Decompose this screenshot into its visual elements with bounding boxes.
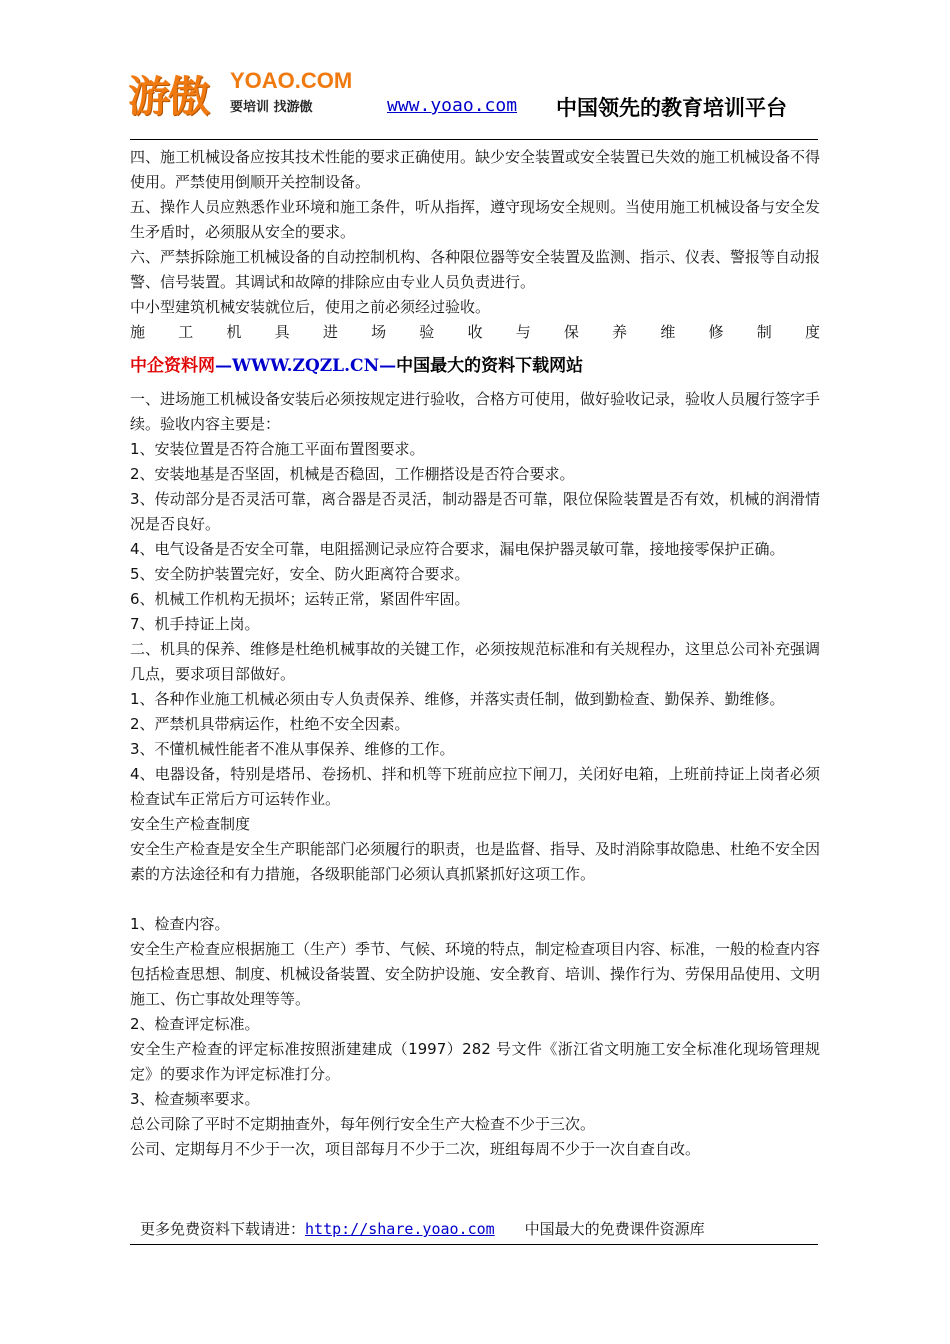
paragraph: 一、进场施工机械设备安装后必须按规定进行验收，合格方可使用，做好验收记录，验收人员履行签字手续。验收内容主要是：	[130, 390, 821, 433]
footer	[140, 1218, 820, 1239]
zqzl-banner[interactable]	[130, 345, 820, 387]
logo-english-text: YOAO.COM	[230, 68, 353, 93]
logo-slogan: 要培训 找游傲	[230, 100, 313, 115]
subheading: 安全生产检查制度	[130, 815, 251, 833]
paragraph: 公司、定期每月不少于一次，项目部每月不少于二次，班组每周不少于一次自查自改。	[130, 1140, 701, 1158]
paragraph: 四、施工机械设备应按其技术性能的要求正确使用。缺少安全装置或安全装置已失效的施工机械设备不得使用。严禁使用倒顺开关控制设备。	[130, 148, 821, 191]
paragraph: 中小型建筑机械安装就位后，使用之前必须经过验收。	[130, 298, 491, 316]
list-item: 7、机手持证上岗。	[130, 615, 260, 633]
list-item: 1、安装位置是否符合施工平面布置图要求。	[130, 440, 425, 458]
yoao-logo[interactable]	[128, 62, 358, 122]
document-body	[130, 145, 820, 1162]
footer-suffix: 中国最大的免费课件资源库	[524, 1220, 705, 1238]
list-item: 2、检查评定标准。	[130, 1015, 260, 1033]
list-item: 3、不懂机械性能者不准从事保养、维修的工作。	[130, 740, 455, 758]
paragraph: 安全生产检查是安全生产职能部门必须履行的职责，也是监督、指导、及时消除事故隐患、杜绝不安全因素的方法途径和有力措施，各级职能部门必须认真抓紧抓好这项工作。	[130, 840, 821, 883]
banner-url: —WWW.ZQZL.CN—	[215, 356, 397, 376]
footer-link[interactable]: http://share.yoao.com	[305, 1220, 495, 1238]
banner-tagline: 中国最大的资料下载网站	[396, 356, 584, 376]
header-slogan: 中国领先的教育培训平台	[556, 96, 787, 120]
header-url-link[interactable]: www.yoao.com	[387, 95, 518, 116]
list-item: 4、电器设备，特别是塔吊、卷扬机、拌和机等下班前应拉下闸刀，关闭好电箱，上班前持证上岗者必须检查试车正常后方可运转作业。	[130, 765, 820, 808]
paragraph: 总公司除了平时不定期抽查外，每年例行安全生产大检查不少于三次。	[130, 1115, 596, 1133]
list-item: 2、安装地基是否坚固，机械是否稳固，工作棚搭设是否符合要求。	[130, 465, 575, 483]
paragraph: 安全生产检查的评定标准按照浙建建成（1997）282 号文件《浙江省文明施工安全标准化现场管理规定》的要求作为评定标准打分。	[130, 1040, 820, 1083]
blank-line	[130, 887, 820, 912]
paragraph: 安全生产检查应根据施工（生产）季节、气候、环境的特点，制定检查项目内容、标准，一般的检查内容包括检查思想、制度、机械设备装置、安全防护设施、安全教育、培训、操作行为、劳保用品使用、文明施工、伤亡事故处理等等。	[130, 940, 821, 1008]
footer-rule	[130, 1244, 818, 1245]
section-title: 施 工 机 具 进 场 验 收 与 保 养 维 修 制 度	[130, 323, 820, 341]
footer-prefix: 更多免费资料下载请进：	[140, 1220, 306, 1238]
list-item: 3、传动部分是否灵活可靠，离合器是否灵活，制动器是否可靠，限位保险装置是否有效，机械的润滑情况是否良好。	[130, 490, 820, 533]
paragraph: 五、操作人员应熟悉作业环境和施工条件，听从指挥，遵守现场安全规则。当使用施工机械设备与安全发生矛盾时，必须服从安全的要求。	[130, 198, 821, 241]
list-item: 5、安全防护装置完好，安全、防火距离符合要求。	[130, 565, 470, 583]
header-rule	[130, 139, 818, 140]
paragraph: 六、严禁拆除施工机械设备的自动控制机构、各种限位器等安全装置及监测、指示、仪表、警报等自动报警、信号装置。其调试和故障的排除应由专业人员负责进行。	[130, 248, 821, 291]
list-item: 1、各种作业施工机械必须由专人负责保养、维修，并落实责任制，做到勤检查、勤保养、勤维修。	[130, 690, 785, 708]
paragraph: 二、机具的保养、维修是杜绝机械事故的关键工作，必须按规范标准和有关规程办，这里总公司补充强调几点，要求项目部做好。	[130, 640, 821, 683]
list-item: 1、检查内容。	[130, 915, 230, 933]
list-item: 6、机械工作机构无损坏；运转正常，紧固件牢固。	[130, 590, 470, 608]
list-item: 3、检查频率要求。	[130, 1090, 260, 1108]
banner-site-name: 中企资料网	[130, 356, 215, 376]
list-item: 2、严禁机具带病运作，杜绝不安全因素。	[130, 715, 410, 733]
logo-chinese-text: 游傲	[128, 72, 209, 121]
list-item: 4、电气设备是否安全可靠，电阻摇测记录应符合要求，漏电保护器灵敏可靠，接地接零保护正确。	[130, 540, 785, 558]
